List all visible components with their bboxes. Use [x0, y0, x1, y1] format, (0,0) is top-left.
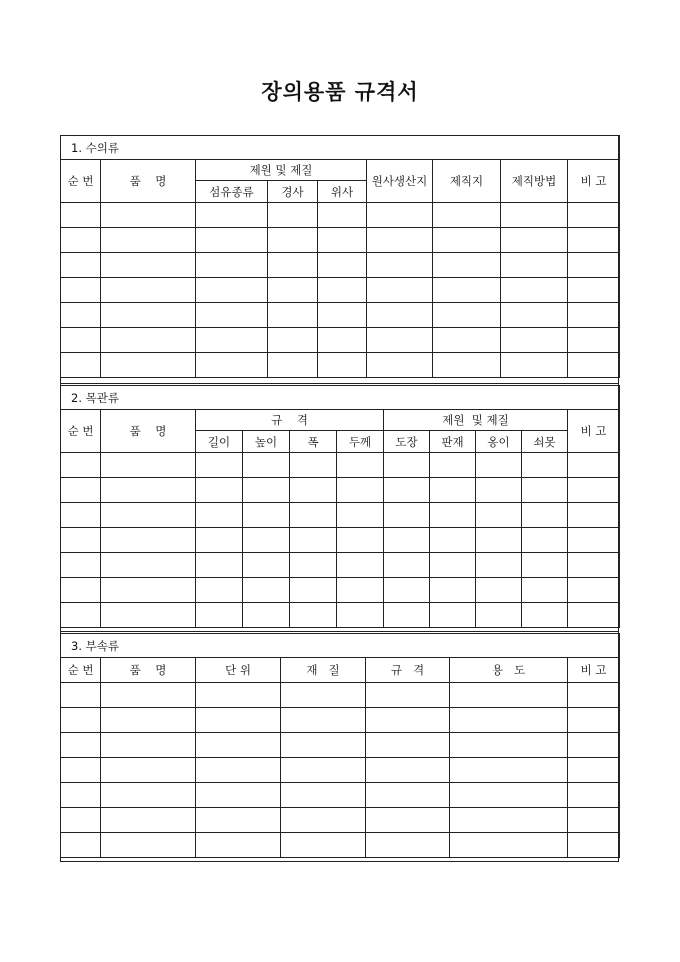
table-row — [61, 353, 620, 378]
col-thickness: 두께 — [337, 431, 384, 453]
section2-label: 2. 목관류 — [61, 386, 620, 410]
table-row — [61, 253, 620, 278]
table-row — [61, 478, 620, 503]
col-length: 길이 — [196, 431, 243, 453]
col-dimension-group: 규 격 — [196, 410, 384, 431]
table-row — [61, 683, 620, 708]
col-nail: 쇠못 — [522, 431, 568, 453]
col-note: 비 고 — [568, 658, 620, 683]
section1-table — [60, 135, 620, 378]
col-item-name: 품 명 — [101, 160, 196, 203]
table-row — [61, 783, 620, 808]
col-note: 비 고 — [568, 410, 620, 453]
col-use: 용 도 — [450, 658, 568, 683]
col-item-name: 품 명 — [101, 658, 196, 683]
table-row — [61, 303, 620, 328]
col-no: 순 번 — [61, 658, 101, 683]
table-row — [61, 758, 620, 783]
table-row — [61, 528, 620, 553]
col-material: 재 질 — [281, 658, 366, 683]
table-row — [61, 833, 620, 858]
col-warp: 경사 — [268, 181, 318, 203]
table-row — [61, 328, 620, 353]
col-note: 비 고 — [568, 160, 620, 203]
section-divider — [60, 383, 619, 384]
col-weave-place: 제직지 — [433, 160, 501, 203]
col-spec-group: 제원 및 제질 — [384, 410, 568, 431]
col-yarn-origin: 원사생산지 — [367, 160, 433, 203]
table-row — [61, 578, 620, 603]
col-knot: 옹이 — [476, 431, 522, 453]
section3-table — [60, 633, 620, 858]
col-spec: 규 격 — [366, 658, 450, 683]
col-weft: 위사 — [318, 181, 367, 203]
section2-table — [60, 385, 620, 628]
col-spec-group: 제원 및 제질 — [196, 160, 367, 181]
table-row — [61, 503, 620, 528]
col-width: 폭 — [290, 431, 337, 453]
table-row — [61, 228, 620, 253]
col-unit: 단 위 — [196, 658, 281, 683]
table-row — [61, 733, 620, 758]
section3-label: 3. 부속류 — [61, 634, 620, 658]
table-row — [61, 203, 620, 228]
col-no: 순 번 — [61, 410, 101, 453]
table-row — [61, 553, 620, 578]
col-fiber-type: 섬유종류 — [196, 181, 268, 203]
section-divider — [60, 631, 619, 632]
col-item-name: 품 명 — [101, 410, 196, 453]
table-row — [61, 708, 620, 733]
table-row — [61, 603, 620, 628]
section1-label: 1. 수의류 — [61, 136, 620, 160]
col-paint: 도장 — [384, 431, 430, 453]
col-weave-method: 제직방법 — [501, 160, 568, 203]
table-row — [61, 453, 620, 478]
table-row — [61, 808, 620, 833]
table-row — [61, 278, 620, 303]
col-no: 순 번 — [61, 160, 101, 203]
col-height: 높이 — [243, 431, 290, 453]
col-board: 판재 — [430, 431, 476, 453]
document-title: 장의용품 규격서 — [261, 79, 419, 104]
